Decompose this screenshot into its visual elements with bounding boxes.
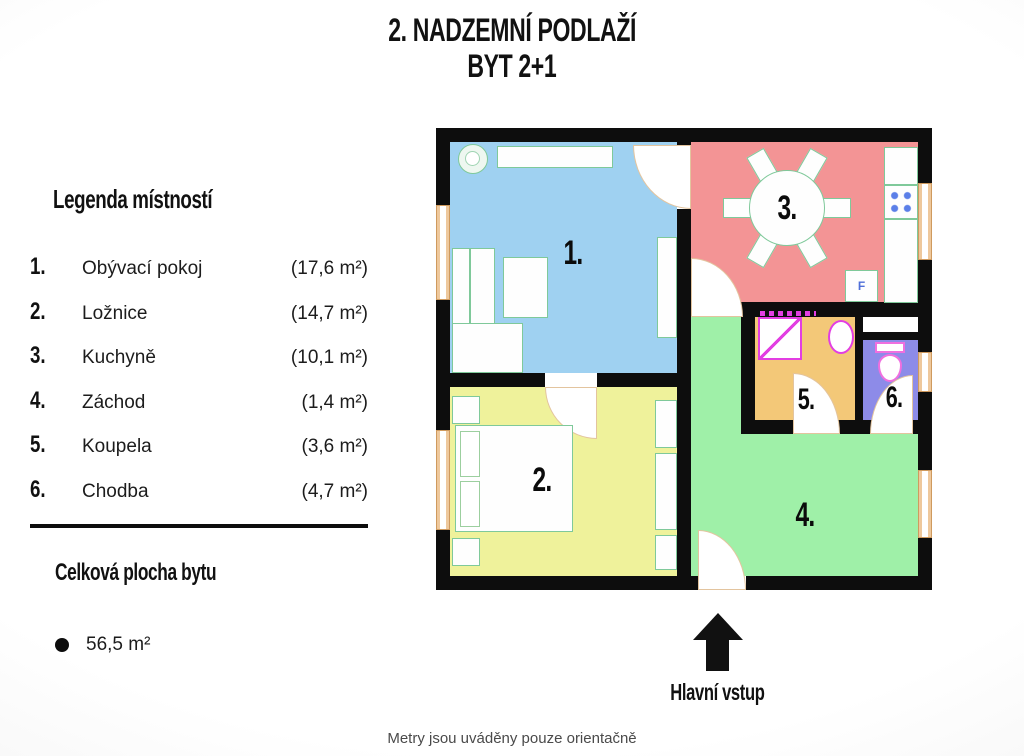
plant-icon bbox=[458, 144, 488, 174]
entrance-arrow-icon bbox=[693, 613, 743, 640]
wardrobe-bedroom bbox=[655, 400, 677, 448]
legend-item-4 bbox=[30, 387, 368, 417]
legend-area: (4,7 m²) bbox=[301, 481, 368, 502]
legend-num: 5. bbox=[30, 431, 46, 458]
wall-bottom bbox=[436, 576, 932, 590]
legend-name: Kuchyně bbox=[82, 347, 156, 368]
entrance-arrow-shaft bbox=[706, 640, 729, 671]
legend-num: 4. bbox=[30, 387, 46, 414]
total-area-row bbox=[55, 634, 150, 656]
wardrobe-bedroom bbox=[655, 535, 677, 570]
bath-pipes bbox=[760, 311, 816, 316]
legend-item-3 bbox=[30, 342, 368, 372]
wall-bath-wc bbox=[855, 317, 863, 434]
legend-name: Koupela bbox=[82, 436, 152, 457]
shelf bbox=[497, 146, 613, 168]
room-label-3: 3. bbox=[777, 189, 797, 227]
chair bbox=[723, 198, 751, 218]
total-area-heading: Celková plocha bytu bbox=[55, 559, 217, 586]
coffee-table bbox=[503, 257, 548, 318]
page-title bbox=[0, 12, 1024, 84]
legend-name: Obývací pokoj bbox=[82, 258, 203, 279]
legend-num: 3. bbox=[30, 342, 46, 369]
wall-corridor-bath bbox=[741, 302, 755, 434]
chair bbox=[823, 198, 851, 218]
pillow bbox=[460, 481, 480, 527]
sink bbox=[828, 320, 854, 354]
window-wc bbox=[918, 352, 932, 392]
room-label-4: 4. bbox=[795, 496, 815, 534]
shower bbox=[758, 317, 802, 360]
sofa-chaise bbox=[452, 323, 523, 373]
room-label-5: 5. bbox=[797, 383, 815, 416]
fridge-label: F bbox=[857, 279, 866, 293]
room-label-2: 2. bbox=[532, 461, 552, 499]
legend-area: (14,7 m²) bbox=[290, 303, 368, 324]
wall-top bbox=[436, 128, 932, 142]
legend-name: Chodba bbox=[82, 481, 149, 502]
legend-num: 6. bbox=[30, 476, 46, 503]
wardrobe-bedroom bbox=[655, 453, 677, 530]
stove bbox=[884, 185, 918, 219]
legend-item-5 bbox=[30, 431, 368, 461]
room-label-1: 1. bbox=[563, 234, 583, 272]
room-hall-corridor bbox=[691, 317, 741, 434]
toilet-tank bbox=[875, 342, 905, 353]
nightstand bbox=[452, 396, 480, 424]
floor-plan bbox=[436, 128, 932, 590]
entrance-label: Hlavní vstup bbox=[670, 679, 765, 705]
kitchen-counter bbox=[884, 219, 918, 303]
window-hall bbox=[918, 470, 932, 538]
legend-item-2 bbox=[30, 298, 368, 328]
legend-area: (17,6 m²) bbox=[290, 258, 368, 279]
title-line2: BYT 2+1 bbox=[467, 48, 557, 84]
legend-area: (10,1 m²) bbox=[290, 347, 368, 368]
legend-name: Ložnice bbox=[82, 303, 148, 324]
legend-heading: Legenda místností bbox=[53, 184, 213, 214]
main-entrance bbox=[645, 613, 790, 706]
bullet-icon bbox=[55, 638, 69, 652]
nightstand bbox=[452, 538, 480, 566]
wardrobe-living bbox=[657, 237, 677, 338]
legend-divider bbox=[30, 524, 368, 528]
legend-num: 2. bbox=[30, 298, 46, 325]
legend-area: (1,4 m²) bbox=[301, 392, 368, 413]
legend-name: Záchod bbox=[82, 392, 146, 413]
room-label-6: 6. bbox=[885, 381, 903, 414]
wall-niche bbox=[863, 332, 918, 340]
kitchen-cabinet bbox=[884, 147, 918, 185]
legend-item-1 bbox=[30, 253, 368, 283]
legend-area: (3,6 m²) bbox=[301, 436, 368, 457]
pillow bbox=[460, 431, 480, 477]
window-bedroom bbox=[436, 430, 450, 530]
legend-item-6 bbox=[30, 476, 368, 506]
window-kitchen bbox=[918, 183, 932, 260]
doorway-bedroom bbox=[545, 373, 597, 387]
title-line1: 2. NADZEMNÍ PODLAŽÍ bbox=[388, 12, 636, 48]
window-living bbox=[436, 205, 450, 300]
legend-num: 1. bbox=[30, 253, 46, 280]
footer-note: Metry jsou uváděny pouze orientačně bbox=[387, 730, 637, 747]
total-area-value: 56,5 m² bbox=[86, 634, 151, 655]
fridge bbox=[845, 270, 878, 302]
